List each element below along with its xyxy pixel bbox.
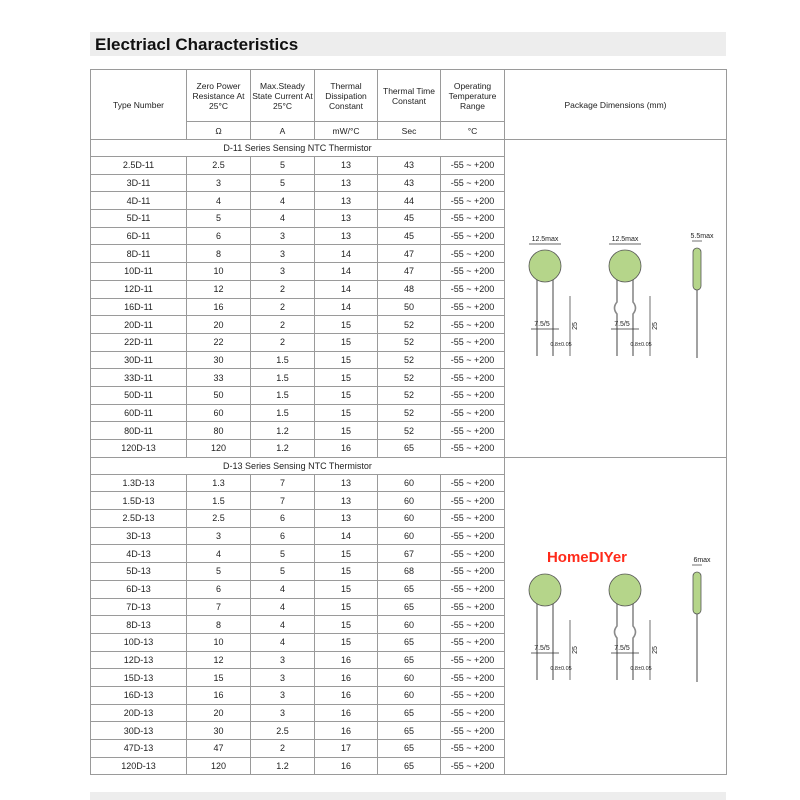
cell-time-constant: 60 [378,492,441,510]
lead-diameter-label-2: 0.8±0.05 [630,666,652,673]
cell-resistance: 20 [187,316,251,334]
cell-type-number: 120D-13 [91,440,187,458]
cell-dissipation: 13 [315,192,378,210]
cell-type-number: 2.5D-11 [91,157,187,175]
cell-temperature-range: -55 ~ +200 [441,245,505,263]
cell-dissipation: 15 [315,580,378,598]
cell-type-number: 6D-13 [91,580,187,598]
cell-current: 7 [251,474,315,492]
cell-dissipation: 15 [315,386,378,404]
cell-type-number: 16D-13 [91,686,187,704]
cell-resistance: 16 [187,298,251,316]
cell-resistance: 60 [187,404,251,422]
cell-current: 4 [251,580,315,598]
header-time-constant: Thermal Time Constant [378,70,441,122]
cell-resistance: 5 [187,210,251,228]
cell-time-constant: 65 [378,757,441,775]
pitch-label-2: 7.5/5 [614,645,630,653]
cell-current: 4 [251,616,315,634]
cell-temperature-range: -55 ~ +200 [441,651,505,669]
cell-current: 1.2 [251,440,315,458]
thermistor-disc-kinked [609,250,641,282]
cell-current: 4 [251,633,315,651]
cell-current: 3 [251,669,315,687]
cell-resistance: 3 [187,527,251,545]
cell-time-constant: 52 [378,369,441,387]
cell-type-number: 6D-11 [91,227,187,245]
cell-time-constant: 65 [378,440,441,458]
thermistor-side-view [693,572,701,614]
cell-dissipation: 16 [315,722,378,740]
cell-type-number: 20D-11 [91,316,187,334]
cell-time-constant: 60 [378,686,441,704]
cell-type-number: 8D-13 [91,616,187,634]
unit-current: A [251,122,315,140]
cell-current: 5 [251,174,315,192]
page-title: Electriacl Characteristics [95,35,299,54]
cell-current: 4 [251,192,315,210]
cell-dissipation: 14 [315,280,378,298]
cell-resistance: 30 [187,351,251,369]
cell-temperature-range: -55 ~ +200 [441,263,505,281]
header-temperature: Operating Temperature Range [441,70,505,122]
cell-resistance: 2.5 [187,510,251,528]
cell-resistance: 16 [187,686,251,704]
cell-type-number: 8D-11 [91,245,187,263]
cell-dissipation: 16 [315,651,378,669]
cell-temperature-range: -55 ~ +200 [441,157,505,175]
cell-type-number: 2.5D-13 [91,510,187,528]
cell-time-constant: 52 [378,333,441,351]
cell-current: 1.5 [251,369,315,387]
cell-temperature-range: -55 ~ +200 [441,298,505,316]
header-type-number: Type Number [91,70,187,140]
cell-type-number: 20D-13 [91,704,187,722]
cell-temperature-range: -55 ~ +200 [441,722,505,740]
header-resistance: Zero Power Resistance At 25°C [187,70,251,122]
cell-dissipation: 15 [315,616,378,634]
cell-time-constant: 60 [378,474,441,492]
cell-resistance: 7 [187,598,251,616]
cell-time-constant: 52 [378,404,441,422]
cell-current: 2 [251,316,315,334]
pitch-label: 7.5/5 [534,645,550,653]
unit-resistance: Ω [187,122,251,140]
cell-temperature-range: -55 ~ +200 [441,422,505,440]
header-dissipation: Thermal Dissipation Constant [315,70,378,122]
cell-time-constant: 60 [378,527,441,545]
cell-type-number: 5D-11 [91,210,187,228]
cell-current: 6 [251,527,315,545]
cell-type-number: 33D-11 [91,369,187,387]
cell-type-number: 120D-13 [91,757,187,775]
cell-temperature-range: -55 ~ +200 [441,492,505,510]
cell-temperature-range: -55 ~ +200 [441,580,505,598]
pitch-label: 7.5/5 [534,321,550,329]
cell-type-number: 3D-11 [91,174,187,192]
unit-time: Sec [378,122,441,140]
cell-resistance: 6 [187,227,251,245]
cell-time-constant: 48 [378,280,441,298]
cell-dissipation: 16 [315,669,378,687]
cell-temperature-range: -55 ~ +200 [441,563,505,581]
lead-length-label-2: 25 [652,646,659,654]
cell-time-constant: 68 [378,563,441,581]
cell-temperature-range: -55 ~ +200 [441,474,505,492]
cell-type-number: 3D-13 [91,527,187,545]
thermistor-disc [529,250,561,282]
cell-type-number: 1.5D-13 [91,492,187,510]
unit-dissipation: mW/°C [315,122,378,140]
cell-temperature-range: -55 ~ +200 [441,527,505,545]
cell-time-constant: 47 [378,245,441,263]
cell-current: 3 [251,704,315,722]
cell-temperature-range: -55 ~ +200 [441,210,505,228]
lead-diameter-label: 0.8±0.05 [550,666,572,673]
cell-resistance: 10 [187,633,251,651]
cell-resistance: 80 [187,422,251,440]
kinked-lead-left [615,276,618,356]
cell-time-constant: 52 [378,422,441,440]
cell-current: 3 [251,227,315,245]
header-current: Max.Steady State Current At 25°C [251,70,315,122]
cell-dissipation: 16 [315,440,378,458]
cell-current: 5 [251,545,315,563]
cell-temperature-range: -55 ~ +200 [441,545,505,563]
cell-current: 7 [251,492,315,510]
lead-length-label: 25 [572,646,579,654]
cell-temperature-range: -55 ~ +200 [441,316,505,334]
diameter-label: 12.5max [531,236,559,244]
cell-temperature-range: -55 ~ +200 [441,616,505,634]
cell-time-constant: 52 [378,316,441,334]
cell-type-number: 47D-13 [91,740,187,758]
cell-dissipation: 15 [315,422,378,440]
cell-resistance: 2.5 [187,157,251,175]
cell-type-number: 5D-13 [91,563,187,581]
cell-temperature-range: -55 ~ +200 [441,440,505,458]
cell-type-number: 16D-11 [91,298,187,316]
section-header-row [91,457,727,474]
thermistor-disc [529,574,561,606]
cell-time-constant: 65 [378,651,441,669]
cell-resistance: 6 [187,580,251,598]
cell-dissipation: 13 [315,474,378,492]
lead-length-label: 25 [572,322,579,331]
cell-resistance: 120 [187,440,251,458]
table-body [91,140,727,775]
cell-temperature-range: -55 ~ +200 [441,704,505,722]
cell-type-number: 7D-13 [91,598,187,616]
cell-temperature-range: -55 ~ +200 [441,227,505,245]
cell-resistance: 50 [187,386,251,404]
cell-resistance: 3 [187,174,251,192]
package-diagram [505,466,726,766]
cell-resistance: 12 [187,280,251,298]
cell-resistance: 22 [187,333,251,351]
cell-dissipation: 13 [315,227,378,245]
cell-temperature-range: -55 ~ +200 [441,510,505,528]
pitch-label-2: 7.5/5 [614,321,630,329]
cell-dissipation: 16 [315,757,378,775]
cell-time-constant: 44 [378,192,441,210]
bottom-bar [90,792,726,800]
thermistor-disc-kinked [609,574,641,606]
cell-current: 4 [251,598,315,616]
cell-dissipation: 17 [315,740,378,758]
cell-current: 3 [251,686,315,704]
cell-temperature-range: -55 ~ +200 [441,386,505,404]
cell-dissipation: 15 [315,563,378,581]
cell-dissipation: 16 [315,704,378,722]
watermark: HomeDIYer [546,549,628,567]
cell-resistance: 1.5 [187,492,251,510]
package-diagram [505,148,726,448]
cell-resistance: 12 [187,651,251,669]
cell-dissipation: 13 [315,510,378,528]
cell-time-constant: 60 [378,510,441,528]
cell-resistance: 120 [187,757,251,775]
cell-temperature-range: -55 ~ +200 [441,192,505,210]
section-title: D-11 Series Sensing NTC Thermistor [91,140,505,157]
cell-current: 3 [251,245,315,263]
cell-resistance: 10 [187,263,251,281]
thickness-label: 5.5max [690,233,714,241]
cell-resistance: 1.3 [187,474,251,492]
cell-temperature-range: -55 ~ +200 [441,280,505,298]
cell-dissipation: 14 [315,527,378,545]
cell-type-number: 15D-13 [91,669,187,687]
cell-current: 6 [251,510,315,528]
cell-dissipation: 15 [315,598,378,616]
cell-time-constant: 65 [378,598,441,616]
package-diagram-cell [505,457,727,775]
cell-current: 1.2 [251,422,315,440]
cell-resistance: 8 [187,616,251,634]
diameter-label-2: 12.5max [611,236,639,244]
cell-dissipation: 13 [315,210,378,228]
cell-time-constant: 65 [378,704,441,722]
cell-type-number: 1.3D-13 [91,474,187,492]
cell-time-constant: 52 [378,351,441,369]
cell-dissipation: 13 [315,157,378,175]
cell-dissipation: 15 [315,633,378,651]
cell-time-constant: 65 [378,740,441,758]
unit-temperature: °C [441,122,505,140]
characteristics-table [90,69,727,775]
cell-type-number: 10D-13 [91,633,187,651]
cell-current: 1.5 [251,351,315,369]
cell-type-number: 4D-11 [91,192,187,210]
cell-type-number: 30D-13 [91,722,187,740]
cell-time-constant: 43 [378,157,441,175]
cell-time-constant: 60 [378,616,441,634]
cell-current: 3 [251,651,315,669]
cell-time-constant: 52 [378,386,441,404]
cell-time-constant: 65 [378,580,441,598]
cell-dissipation: 14 [315,245,378,263]
section-title: D-13 Series Sensing NTC Thermistor [91,457,505,474]
cell-current: 1.2 [251,757,315,775]
cell-current: 3 [251,263,315,281]
cell-current: 2.5 [251,722,315,740]
cell-current: 2 [251,333,315,351]
cell-resistance: 8 [187,245,251,263]
cell-resistance: 20 [187,704,251,722]
cell-dissipation: 14 [315,263,378,281]
kinked-lead-left [615,600,618,680]
cell-time-constant: 43 [378,174,441,192]
cell-current: 2 [251,280,315,298]
cell-current: 4 [251,210,315,228]
cell-temperature-range: -55 ~ +200 [441,740,505,758]
cell-current: 5 [251,563,315,581]
cell-dissipation: 16 [315,686,378,704]
cell-time-constant: 67 [378,545,441,563]
cell-current: 1.5 [251,404,315,422]
cell-type-number: 50D-11 [91,386,187,404]
cell-time-constant: 45 [378,227,441,245]
cell-dissipation: 13 [315,492,378,510]
cell-current: 2 [251,298,315,316]
cell-type-number: 12D-13 [91,651,187,669]
cell-type-number: 22D-11 [91,333,187,351]
package-diagram-cell [505,140,727,458]
thickness-label: 6max [693,557,711,565]
lead-length-label-2: 25 [652,322,659,331]
cell-resistance: 30 [187,722,251,740]
cell-dissipation: 13 [315,174,378,192]
cell-temperature-range: -55 ~ +200 [441,669,505,687]
cell-dissipation: 15 [315,404,378,422]
cell-resistance: 4 [187,545,251,563]
header-package: Package Dimensions (mm) [505,70,727,140]
lead-diameter-label-2: 0.8±0.05 [630,342,652,349]
cell-temperature-range: -55 ~ +200 [441,174,505,192]
cell-dissipation: 14 [315,298,378,316]
cell-type-number: 80D-11 [91,422,187,440]
cell-resistance: 4 [187,192,251,210]
cell-temperature-range: -55 ~ +200 [441,369,505,387]
cell-time-constant: 47 [378,263,441,281]
cell-temperature-range: -55 ~ +200 [441,633,505,651]
cell-dissipation: 15 [315,369,378,387]
cell-time-constant: 45 [378,210,441,228]
cell-time-constant: 65 [378,633,441,651]
cell-resistance: 33 [187,369,251,387]
cell-resistance: 5 [187,563,251,581]
cell-type-number: 60D-11 [91,404,187,422]
cell-current: 1.5 [251,386,315,404]
cell-type-number: 30D-11 [91,351,187,369]
lead-diameter-label: 0.8±0.05 [550,342,572,349]
cell-dissipation: 15 [315,333,378,351]
cell-dissipation: 15 [315,316,378,334]
cell-type-number: 4D-13 [91,545,187,563]
thermistor-side-view [693,248,701,290]
cell-temperature-range: -55 ~ +200 [441,333,505,351]
cell-resistance: 47 [187,740,251,758]
cell-temperature-range: -55 ~ +200 [441,686,505,704]
cell-type-number: 10D-11 [91,263,187,281]
cell-type-number: 12D-11 [91,280,187,298]
cell-dissipation: 15 [315,545,378,563]
cell-temperature-range: -55 ~ +200 [441,598,505,616]
cell-time-constant: 65 [378,722,441,740]
cell-time-constant: 50 [378,298,441,316]
cell-time-constant: 60 [378,669,441,687]
cell-current: 2 [251,740,315,758]
cell-resistance: 15 [187,669,251,687]
cell-temperature-range: -55 ~ +200 [441,404,505,422]
section-header-row [91,140,727,157]
cell-current: 5 [251,157,315,175]
cell-dissipation: 15 [315,351,378,369]
cell-temperature-range: -55 ~ +200 [441,351,505,369]
cell-temperature-range: -55 ~ +200 [441,757,505,775]
